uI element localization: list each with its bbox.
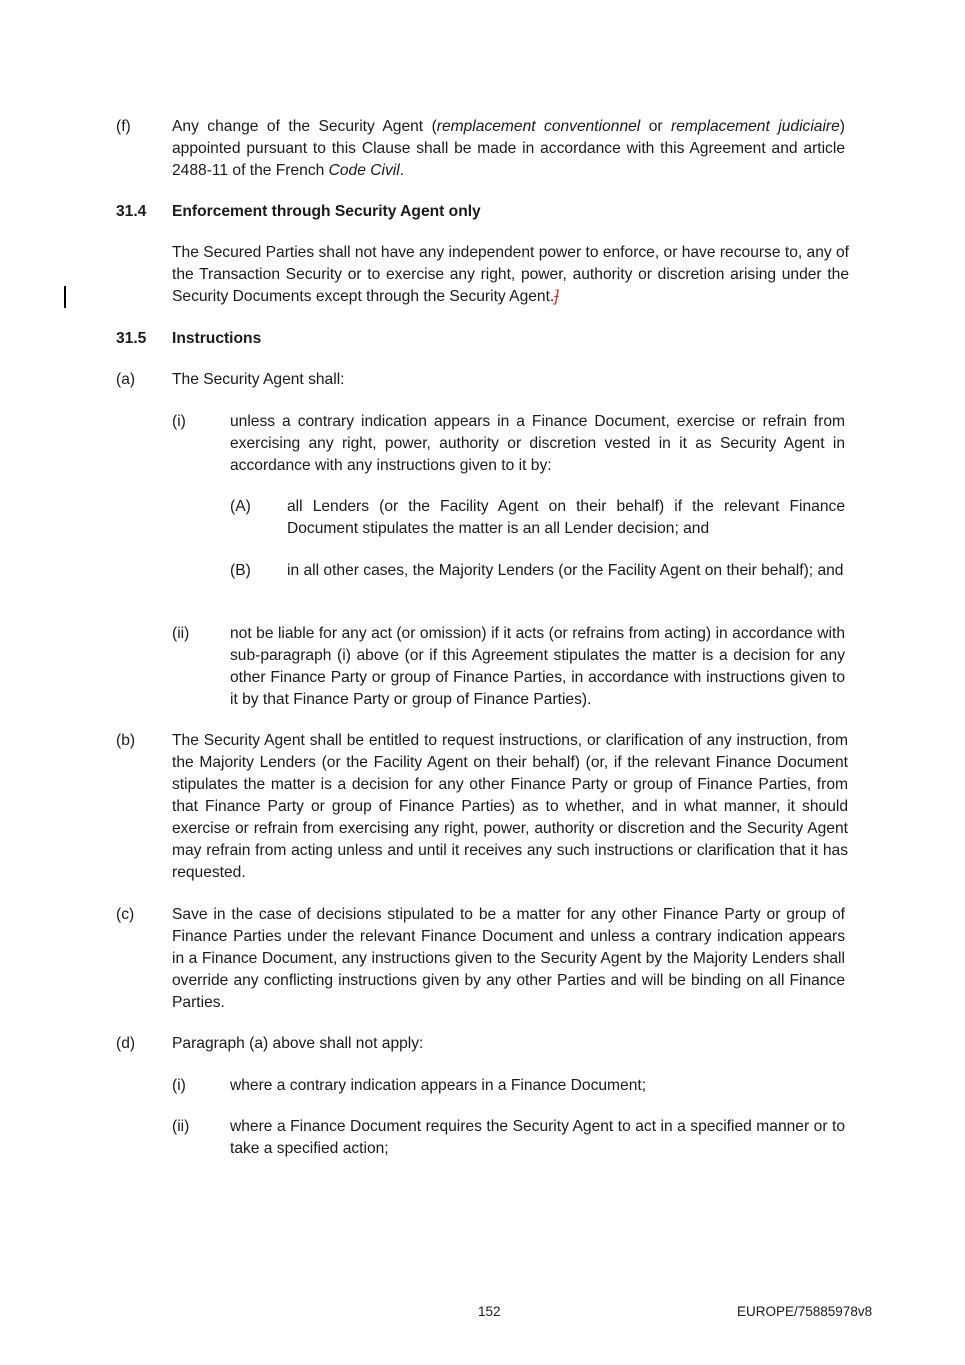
para-a-text: The Security Agent shall: [172,371,345,388]
para-f-text: Any change of the Security Agent (remplacement conventionnel or remplacement judiciaire) appointed pursuant to this Clause shall be made in accordance with this Agreement and article 2488-11 of the French Code Civil. [172,118,845,179]
clause-31-4-body: The Secured Parties shall not have any independent power to enforce, or have recourse to, any of the Transaction Security or to exercise any right, power, authority or discretion arising under the Security Documents except through the Security Agent.] [172,244,850,305]
para-b-label: (b) [116,732,136,749]
para-a-i-B-label: (B) [230,562,251,579]
clause-31-5-heading: Instructions [172,330,262,347]
change-bar [64,286,66,308]
para-c-label: (c) [116,906,135,923]
para-d-label: (d) [116,1035,136,1052]
para-d-text: Paragraph (a) above shall not apply: [172,1035,424,1052]
para-b-text: The Security Agent shall be entitled to request instructions, or clarification of any instruction, from the Majority Lenders (or the Facility Agent on their behalf) (or, if the relevant Finance Document stipulates the matter is a decision for any other Finance Party or group of Finance Parties, from that Finance Party or group of Finance Parties) as to whether, and in what manner, it should exercise or refrain from exercising any right, power, authority or discretion and the Security Agent may refrain from acting unless and until it receives any such instructions or clarification that it has requested. [172,732,848,881]
para-f-label: (f) [116,118,131,135]
para-a-label: (a) [116,371,136,388]
para-d-i-label: (i) [172,1077,186,1094]
para-a-i-A-text: all Lenders (or the Facility Agent on their behalf) if the relevant Finance Document stipulates the matter is an all Lender decision; and [287,498,845,537]
para-a-ii-label: (ii) [172,625,190,642]
para-a-i-B-text: in all other cases, the Majority Lenders (or the Facility Agent on their behalf); and [287,562,844,579]
para-c-text: Save in the case of decisions stipulated to be a matter for any other Finance Party or group of Finance Parties under the relevant Finance Document and unless a contrary indication appears in a Finance Document, any instructions given to the Security Agent by the Majority Lenders shall override any conflicting instructions given by any other Parties and will be binding on all Finance Parties. [172,906,845,1011]
para-a-i-label: (i) [172,413,186,430]
clause-31-5-number: 31.5 [116,330,147,347]
para-a-ii-text: not be liable for any act (or omission) if it acts (or refrains from acting) in accordance with sub-paragraph (i) above (or if this Agreement stipulates the matter is a decision for any other Finance Party or group of Finance Parties, in accordance with instructions given to it by that Finance Party or group of Finance Parties). [230,625,845,708]
para-a-i-text: unless a contrary indication appears in a Finance Document, exercise or refrain from exercising any right, power, authority or discretion vested in it as Security Agent in accordance with any instructions given to it by: [230,413,845,474]
clause-31-4-number: 31.4 [116,203,147,220]
clause-31-4-heading: Enforcement through Security Agent only [172,203,481,220]
para-d-i-text: where a contrary indication appears in a Finance Document; [230,1077,647,1094]
para-d-ii-label: (ii) [172,1118,190,1135]
deleted-mark: ] [554,288,559,305]
page-number: 152 [478,1304,501,1319]
document-reference: EUROPE/75885978v8 [737,1304,873,1319]
para-d-ii-text: where a Finance Document requires the Security Agent to act in a specified manner or to take a specified action; [230,1118,845,1157]
para-a-i-A-label: (A) [230,498,251,515]
